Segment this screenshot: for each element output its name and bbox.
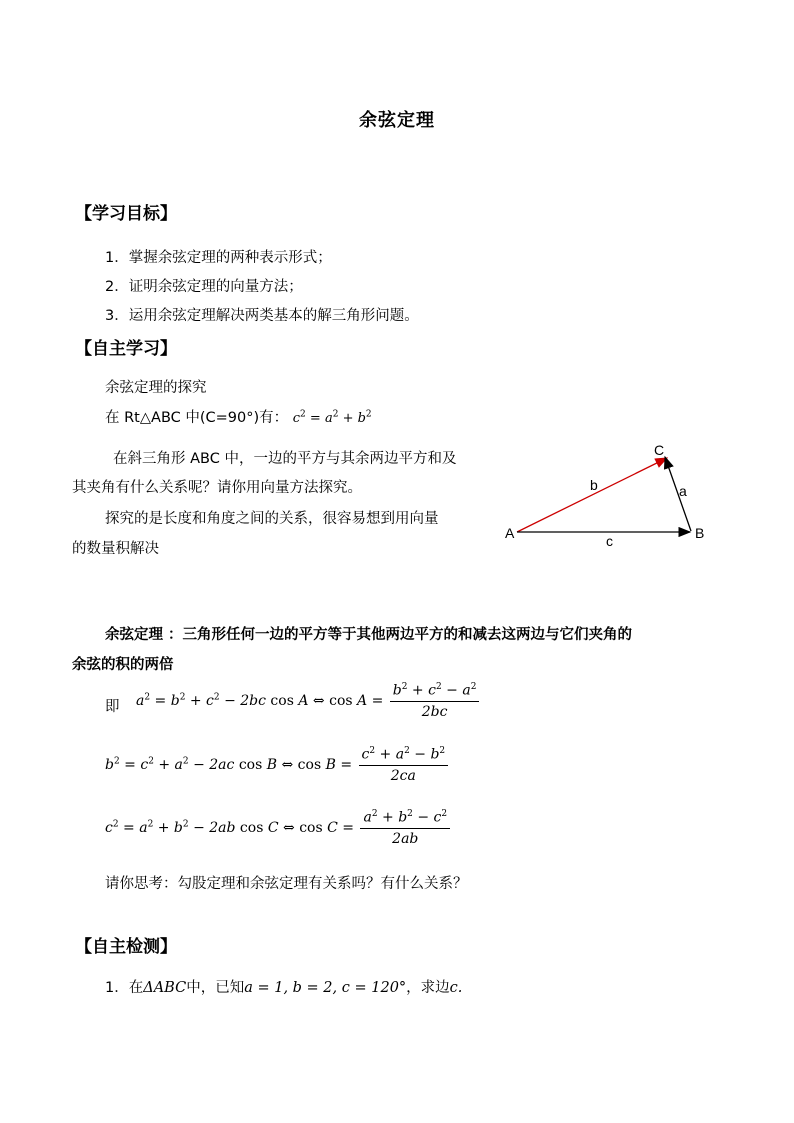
goal-item-1: 1．掌握余弦定理的两种表示形式； <box>105 250 332 266</box>
goal-item-3: 3．运用余弦定理解决两类基本的解三角形问题。 <box>105 308 419 324</box>
heading-self-check: 【自主检测】 <box>75 937 177 957</box>
rt-triangle-line <box>105 406 372 427</box>
paragraph-1-line-1: 在斜三角形 ABC 中，一边的平方与其余两边平方和及 <box>113 451 457 467</box>
pythagorean-formula: $c^2 = a^2 + b^2$ <box>292 409 372 426</box>
formula-c: $c^2 = a^2 + b^2 - 2ab$ cos C ⇔ cos C = $\frac{a^2 + b^2 - c^2}{2ab}$ <box>105 809 450 847</box>
q1-prefix: 1．在 <box>105 980 144 996</box>
ji-label: 即 <box>105 699 120 715</box>
goal-item-2: 2．证明余弦定理的向量方法； <box>105 279 303 295</box>
page-title: 余弦定理 <box>359 110 435 131</box>
formula-a: $a^2 = b^2 + c^2 - 2bc$ cos A ⇔ cos A = $\frac{b^2 + c^2 - a^2}{2bc}$ <box>136 682 479 720</box>
q1-variable: c. <box>449 980 463 996</box>
q1-conditions: a = 1, b = 2, c = 120° <box>244 980 407 996</box>
rt-prefix: 在 Rt△ABC 中(C=90°)有： <box>105 410 289 426</box>
paragraph-2-line-2: 的数量积解决 <box>72 541 159 557</box>
theorem-line-1: 余弦定理 ：三角形任何一边的平方等于其他两边平方的和减去这两边与它们夹角的 <box>105 627 633 643</box>
check-question-1 <box>105 976 462 997</box>
label-B: B <box>695 525 705 541</box>
label-b: b <box>590 477 598 493</box>
q1-suffix: ，求边 <box>406 980 450 996</box>
formula-b: $b^2 = c^2 + a^2 - 2ac$ cos B ⇔ cos B = $\frac{c^2 + a^2 - b^2}{2ca}$ <box>105 746 448 784</box>
vector-b <box>517 458 667 532</box>
q1-mid: 中，已知 <box>186 980 245 996</box>
label-A: A <box>505 525 515 541</box>
theorem-line-2: 余弦的积的两倍 <box>72 657 174 673</box>
explore-title: 余弦定理的探究 <box>105 380 207 396</box>
label-a: a <box>679 483 687 499</box>
heading-self-study: 【自主学习】 <box>75 339 177 359</box>
label-C: C <box>654 442 665 458</box>
think-question: 请你思考：勾股定理和余弦定理有关系吗？有什么关系？ <box>105 876 468 892</box>
paragraph-2-line-1: 探究的是长度和角度之间的关系，很容易想到用向量 <box>105 511 439 527</box>
label-c: c <box>606 533 613 549</box>
heading-learning-goals: 【学习目标】 <box>75 204 177 224</box>
q1-triangle: ΔABC <box>143 980 187 996</box>
triangle-vector-diagram <box>495 436 725 551</box>
vector-a <box>665 457 691 531</box>
paragraph-1-line-2: 其夹角有什么关系呢？请你用向量方法探究。 <box>72 480 362 496</box>
